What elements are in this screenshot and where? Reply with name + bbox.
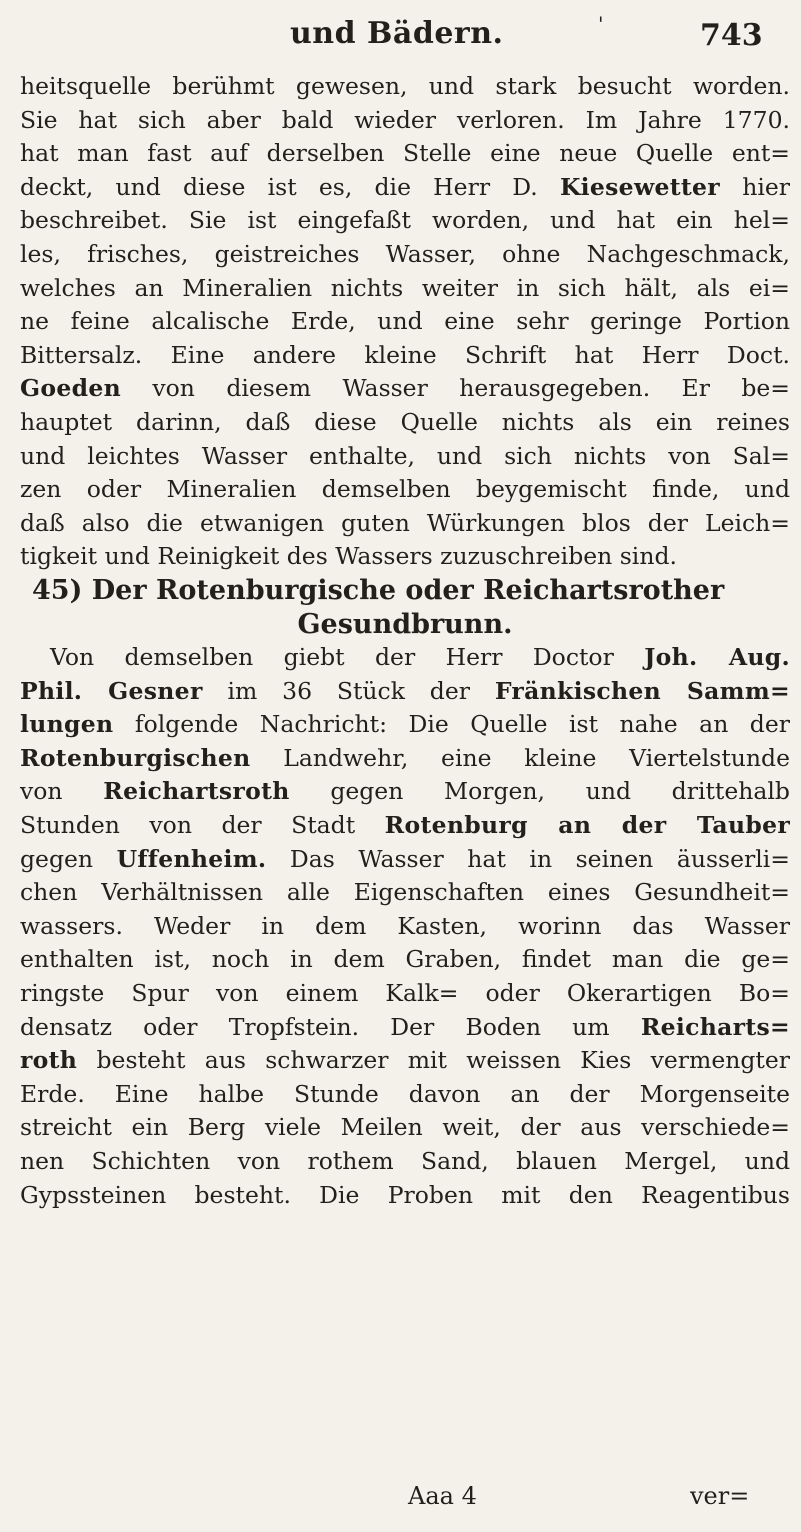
text-line: zen oder Mineralien demselben beygemischt finde, und bbox=[20, 475, 790, 504]
heading-line: Gesundbrunn. bbox=[297, 608, 513, 640]
journal-title: lungen bbox=[20, 710, 114, 739]
text-line bbox=[20, 171, 790, 205]
page-footer bbox=[0, 1482, 801, 1522]
place-name: roth bbox=[20, 1046, 78, 1075]
text-line bbox=[20, 641, 790, 675]
text-line: Bittersalz. Eine andere kleine Schrift hat Herr Doct. bbox=[20, 340, 790, 369]
body-text bbox=[20, 70, 790, 1212]
text-line bbox=[20, 775, 790, 809]
text-line: wassers. Weder in dem Kasten, worinn das Wasser bbox=[20, 911, 790, 940]
text-line: ne feine alcalische Erde, und eine sehr geringe Portion bbox=[20, 307, 790, 336]
place-name: Rotenburg an der Tauber bbox=[384, 811, 791, 840]
text-line bbox=[20, 1011, 790, 1045]
text-line: les, frisches, geistreiches Wasser, ohne Nachgeschmack, bbox=[20, 239, 790, 268]
page-header bbox=[0, 8, 801, 58]
text-line: heitsquelle berühmt gewesen, und stark besucht worden. bbox=[20, 72, 790, 100]
text-line: Sie hat sich aber bald wieder verloren. Im Jahre 1770. bbox=[20, 105, 790, 134]
text-segment: gegen bbox=[20, 844, 94, 873]
text-line: daß also die etwanigen guten Würkungen blos der Leich= bbox=[20, 508, 790, 537]
text-segment: densatz oder Tropfstein. Der Boden um bbox=[20, 1012, 610, 1041]
journal-title: Fränkischen Samm= bbox=[494, 676, 790, 705]
text-line: enthalten ist, noch in dem Graben, findet man die ge= bbox=[20, 945, 790, 974]
text-segment: folgende Nachricht: Die Quelle ist nahe an der bbox=[134, 710, 790, 739]
text-segment: gegen Morgen, und drittehalb bbox=[330, 777, 790, 806]
place-name: Reicharts= bbox=[640, 1012, 790, 1041]
text-line: chen Verhältnissen alle Eigenschaften eines Gesundheit= bbox=[20, 878, 790, 907]
section-heading bbox=[20, 574, 790, 641]
text-line: tigkeit und Reinigkeit des Wassers zuzuschreiben sind. bbox=[20, 542, 677, 571]
place-name: Rotenburgischen bbox=[20, 743, 251, 772]
text-segment: von bbox=[20, 777, 63, 806]
text-line: Gypssteinen besteht. Die Proben mit den Reagentibus bbox=[20, 1180, 790, 1209]
heading-line bbox=[20, 574, 790, 608]
text-segment: hier bbox=[742, 172, 790, 201]
text-line: hauptet darinn, daß diese Quelle nichts als ein reines bbox=[20, 407, 790, 436]
place-name: Reichartsroth bbox=[103, 777, 290, 806]
text-segment: Von demselben giebt der Herr Doctor bbox=[50, 643, 614, 672]
text-line bbox=[20, 708, 790, 742]
text-line: welches an Mineralien nichts weiter in sich hält, als ei= bbox=[20, 273, 790, 302]
text-line bbox=[20, 742, 790, 776]
text-line bbox=[20, 372, 790, 406]
text-segment: im 36 Stück der bbox=[227, 676, 470, 705]
place-name: Uffenheim. bbox=[116, 844, 267, 873]
text-line: beschreibet. Sie ist eingefaßt worden, und hat ein hel= bbox=[20, 206, 790, 235]
paragraph-1 bbox=[20, 70, 790, 574]
text-segment: Stunden von der Stadt bbox=[20, 811, 356, 840]
text-line: ringste Spur von einem Kalk= oder Okerartigen Bo= bbox=[20, 979, 790, 1008]
text-segment: Landwehr, eine kleine Viertelstunde bbox=[283, 743, 790, 772]
text-segment: von diesem Wasser herausgegeben. Er be= bbox=[152, 374, 790, 403]
header-mark: ' bbox=[598, 12, 604, 36]
text-line: hat man fast auf derselben Stelle eine neue Quelle ent= bbox=[20, 139, 790, 168]
text-line bbox=[20, 809, 790, 843]
text-line bbox=[20, 843, 790, 877]
text-line: Erde. Eine halbe Stunde davon an der Morgenseite bbox=[20, 1079, 790, 1108]
text-segment: besteht aus schwarzer mit weissen Kies vermengter bbox=[96, 1046, 790, 1075]
text-line: und leichtes Wasser enthalte, und sich nichts von Sal= bbox=[20, 441, 790, 470]
author-name: Joh. Aug. bbox=[644, 643, 790, 672]
text-line: streicht ein Berg viele Meilen weit, der aus verschiede= bbox=[20, 1113, 790, 1142]
heading-number: 45) bbox=[32, 574, 83, 606]
text-line: nen Schichten von rothem Sand, blauen Mergel, und bbox=[20, 1147, 790, 1175]
heading-title: Der Rotenburgische oder Reichartsrother bbox=[91, 574, 725, 606]
name-kiesewetter: Kiesewetter bbox=[559, 172, 720, 201]
text-segment: Das Wasser hat in seinen äusserli= bbox=[289, 844, 790, 873]
signature-mark: Aaa 4 bbox=[408, 1482, 477, 1510]
text-line bbox=[20, 1044, 790, 1078]
catchword: ver= bbox=[690, 1482, 750, 1510]
author-name: Phil. Gesner bbox=[20, 676, 203, 705]
name-goeden: Goeden bbox=[20, 374, 121, 403]
running-title: und Bädern. bbox=[290, 16, 504, 51]
paragraph-2 bbox=[20, 641, 790, 1212]
page-number: 743 bbox=[700, 18, 763, 53]
text-segment: deckt, und diese ist es, die Herr D. bbox=[20, 172, 538, 201]
text-line bbox=[20, 675, 790, 709]
